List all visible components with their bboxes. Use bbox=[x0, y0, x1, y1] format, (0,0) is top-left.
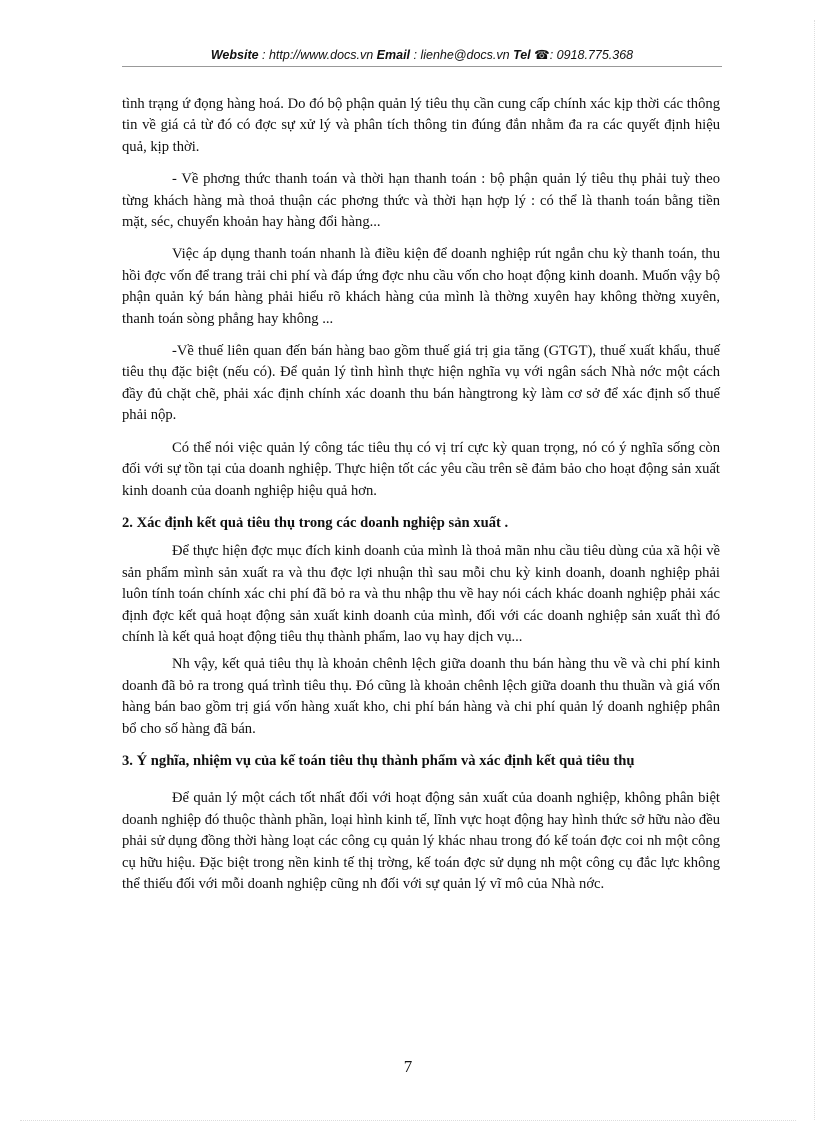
section-heading: 2. Xác định kết quả tiêu thụ trong các doanh nghiệp sản xuất . bbox=[122, 514, 509, 531]
paragraph: Việc áp dụng thanh toán nhanh là điều kiện để doanh nghiệp rút ngắn chu kỳ thanh toán, thu hồi đợc vốn để trang trải chi phí và đáp ứng đợc nhu cầu vốn cho hoạt động kinh doanh. Muốn vậy bộ phận quản ký bán hàng phải hiểu rõ khách hàng của mình là thờng xuyên hay không thờng xuyên, thanh toán sòng phẳng hay không ... bbox=[122, 246, 720, 327]
website-value: : http://www.docs.vn bbox=[258, 48, 377, 62]
paragraph: -Về thuế liên quan đến bán hàng bao gồm thuế giá trị gia tăng (GTGT), thuế xuất khẩu, thuế tiêu thụ đặc biệt (nếu có). Để quản lý tình hình thực hiện nghĩa vụ với ngân sách Nhà nớc một cách đầy đủ chặt chẽ, phải xác định chính xác doanh thu bán hàngtrong kỳ làm cơ sở để xác định số thuế phải nộp. bbox=[122, 343, 720, 424]
paragraph: Có thể nói việc quản lý công tác tiêu thụ có vị trí cực kỳ quan trọng, nó có ý nghĩa sống còn đối với sự tồn tại của doanh nghiệp. Thực hiện tốt các yêu cầu trên sẽ đảm bảo cho hoạt động sản xuất kinh doanh của doanh nghiệp hiệu quả hơn. bbox=[122, 439, 720, 499]
document-body bbox=[122, 94, 720, 906]
page-border-bottom bbox=[20, 1120, 796, 1121]
email-value: : lienhe@docs.vn bbox=[410, 48, 514, 62]
paragraph: tình trạng ứ đọng hàng hoá. Do đó bộ phận quản lý tiêu thụ cần cung cấp chính xác kịp thời các thông tin về giá cả từ đó có đợc sự xử lý và phân tích thông tin đúng đắn nhằm đa ra các quyết định hiệu quả, kịp thời. bbox=[122, 96, 720, 155]
tel-label: Tel ☎ bbox=[513, 48, 550, 62]
tel-value: : 0918.775.368 bbox=[549, 48, 634, 62]
email-label: Email bbox=[376, 48, 411, 62]
paragraph: Để quản lý một cách tốt nhất đối với hoạt động sản xuất của doanh nghiệp, không phân biệt doanh nghiệp đó thuộc thành phần, loại hình kinh tế, lĩnh vực hoạt động hay hình thức sở hữu nào đều phải sử dụng đồng thời hàng loạt các công cụ quản lý khác nhau trong đó kế toán đợc coi nh một công cụ hữu hiệu. Đặc biệt trong nền kinh tế thị trờng, kế toán đợc sử dụng nh một công cụ đắc lực không thể thiếu đối với mỗi doanh nghiệp cũng nh đối với sự quản lý vĩ mô của Nhà nớc. bbox=[122, 790, 720, 892]
paragraph: Nh vậy, kết quả tiêu thụ là khoản chênh lệch giữa doanh thu bán hàng thu về và chi phí kinh doanh đã bỏ ra trong quá trình tiêu thụ. Đó cũng là khoản chênh lệch giữa doanh thu thuần và giá vốn hàng bán bao gồm trị giá vốn hàng xuất kho, chi phí bán hàng và chi phí quản lý doanh nghiệp phân bổ cho số hàng đã bán. bbox=[122, 656, 720, 737]
paragraph: Để thực hiện đợc mục đích kinh doanh của mình là thoả mãn nhu cầu tiêu dùng của xã hội về sản phẩm mình sản xuất ra và thu đợc lợi nhuận thì sau mỗi chu kỳ kinh doanh, doanh nghiệp phải luôn tính toán chính xác chi phí đã bỏ ra và thu nhập thu về hay nói cách khác doanh nghiệp phải xác định đợc kết quả hoạt động sản xuất kinh doanh của mình, đối với các doanh nghiệp sản xuất thì đó chính là kết quả hoạt động tiêu thụ thành phẩm, lao vụ hay dịch vụ... bbox=[122, 543, 720, 645]
paragraph: - Về phơng thức thanh toán và thời hạn thanh toán : bộ phận quản lý tiêu thụ phải tuỳ theo từng khách hàng mà thoả thuận các phơng thức và thời hạn hợp lý : có thể là thanh toán bằng tiền mặt, séc, chuyển khoản hay hàng đổi hàng... bbox=[122, 171, 720, 231]
page-header bbox=[122, 47, 722, 62]
page-number: 7 bbox=[403, 1057, 413, 1076]
website-label: Website bbox=[210, 48, 259, 62]
section-heading: 3. Ý nghĩa, nhiệm vụ của kế toán tiêu thụ thành phẩm và xác định kết quả tiêu thụ bbox=[122, 752, 635, 769]
page-border-right bbox=[814, 20, 815, 1120]
header-rule bbox=[122, 66, 722, 67]
